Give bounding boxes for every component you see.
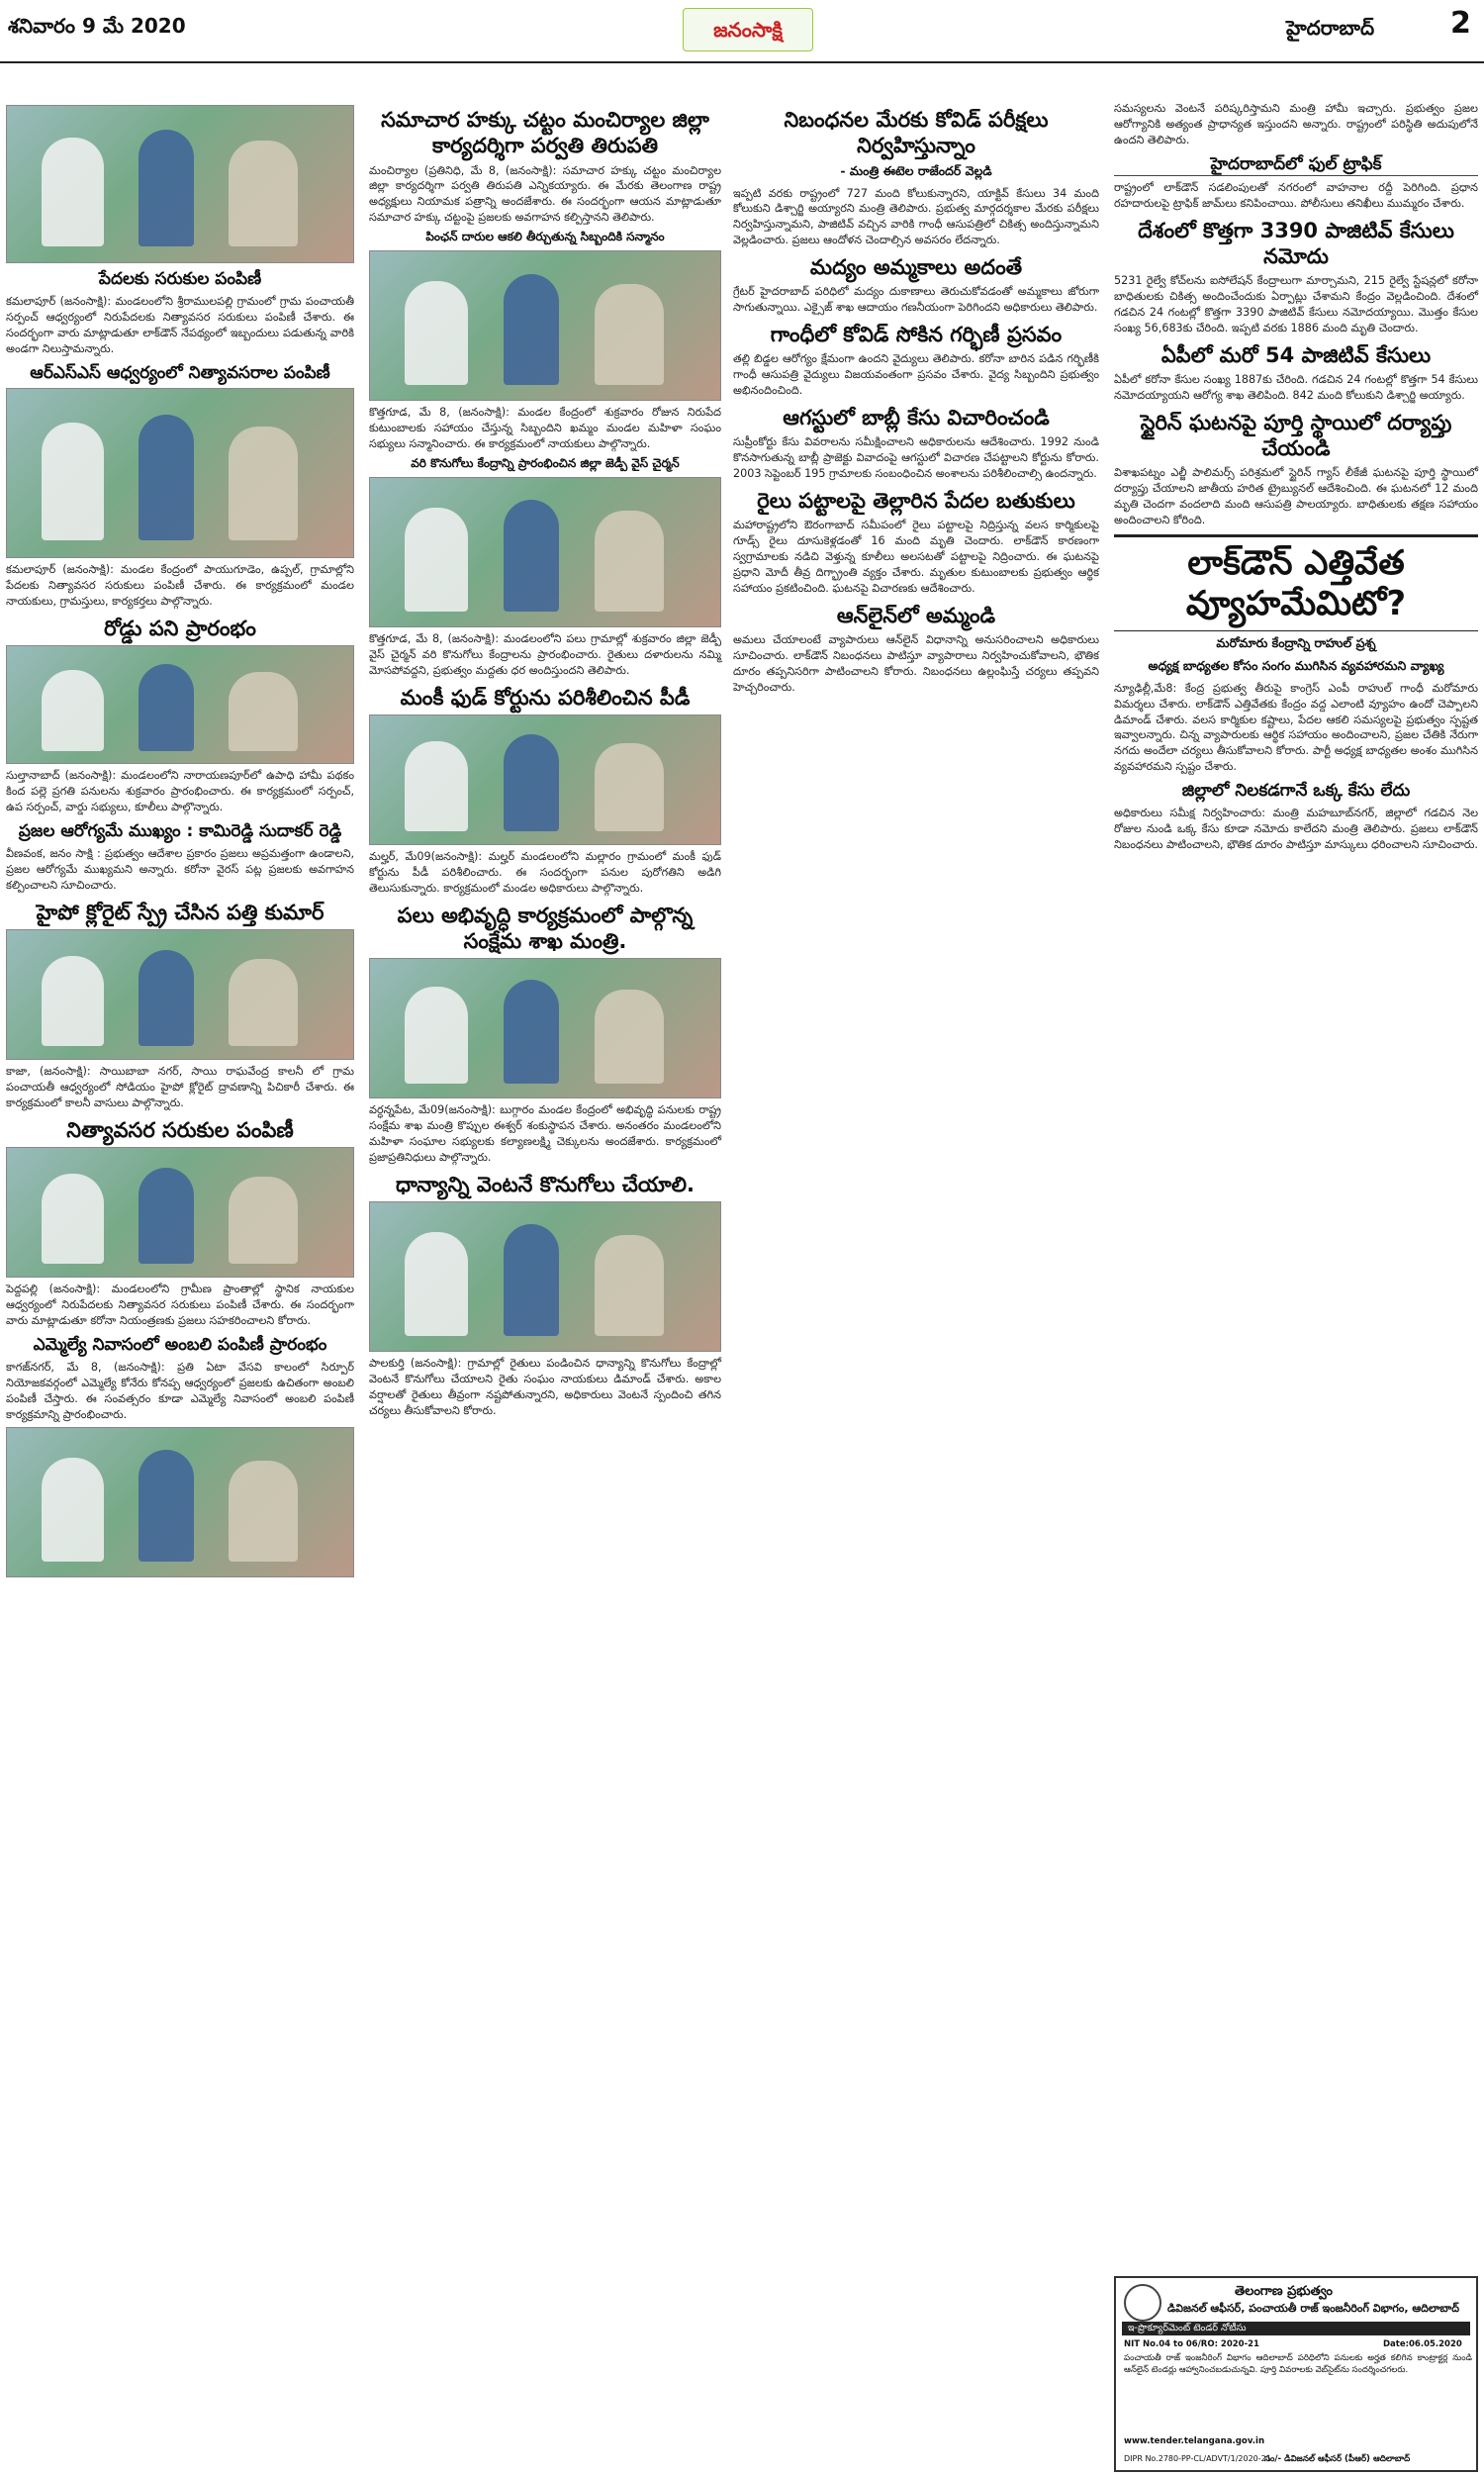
article-body: మహారాష్ట్రలోని ఔరంగాబాద్ సమీపంలో రైలు పట్టాలపై నిద్రిస్తున్న వలస కార్మికులపై గూడ్స్ రైలు దూసుకెళ్లడంతో 16 మంది మృతి చెందారు. లాక్‌డౌన్ కారణంగా స్వగ్రామాలకు నడిచి వెళ్తున్న కూలీలు అలసటతో పట్టాలపై నిద్రించారు. ఈ ఘటనపై ప్రధాని మోదీ తీవ్ర దిగ్భ్రాంతి వ్యక్తం చేశారు. మృతుల కుటుంబాలకు ప్రభుత్వం ఆర్థిక సహాయం ప్రకటించింది. ఘటనపై విచారణకు ఆదేశించారు. [733, 519, 1099, 595]
ad-notice-bar: ఇ-ప్రొక్యూర్‌మెంట్ టెండర్ నోటీసు [1122, 2322, 1470, 2335]
photo-caption: పింఛన్ దారుల ఆకలి తీర్చుతున్న సిబ్బందికి సన్మానం [425, 230, 665, 244]
headline: ప్రజల ఆరోగ్యమే ముఖ్యం : కామిరెడ్డి సుదాకర్ రెడ్డి [18, 820, 342, 841]
photo-caption: వరి కొనుగోలు కేంద్రాన్ని ప్రారంభించిన జిల్లా జెడ్పీ వైస్ చైర్మన్ [411, 455, 680, 470]
headline: పలు అభివృద్ధి కార్యక్రమంలో పాల్గొన్న సంక్షేమ శాఖ మంత్రి. [397, 903, 694, 953]
article-body: అమలు చేయాలంటే వ్యాపారులు ఆన్‌లైన్ విధానాన్ని అనుసరించాలని అధికారులు సూచించారు. లాక్‌డౌన్ నిబంధనలు పాటిస్తూ వ్యాపారాలు నిర్వహించుకోవాలని, భౌతిక దూరం తప్పనిసరిగా పాటించాలని కోరారు. నిబంధనలు ఉల్లంఘిస్తే చర్యలు తప్పవని హెచ్చరించారు. [733, 633, 1099, 694]
article-body: 5231 రైల్వే కోచ్‌లను ఐసోలేషన్ కేంద్రాలుగా మార్చామని, 215 రైల్వే స్టేషన్లలో కరోనా బాధితులకు చికిత్స అందించేందుకు ఏర్పాట్లు చేశామని కేంద్రం వెల్లడించింది. దేశంలో గడచిన 24 గంటల్లో కొత్తగా 3390 పాజిటివ్ కేసులు నమోదయ్యాయి. మొత్తం కేసుల సంఖ్య 56,683కు చేరింది. ఇప్పటి వరకు 1886 మంది మృతి చెందారు. [1114, 274, 1478, 334]
headline: స్టైరిన్ ఘటనపై పూర్తి స్థాయిలో దర్యాప్తు చేయండి [1140, 410, 1452, 461]
article-body: విశాఖపట్నం ఎల్జీ పాలిమర్స్ పరిశ్రమలో స్టైరిన్ గ్యాస్ లీకేజీ ఘటనపై పూర్తి స్థాయిలో దర్యాప్తు చేయాలని జాతీయ హరిత ట్రైబ్యునల్ ఆదేశించింది. ఈ ఘటనలో 12 మంది మృతి చెందగా వందలాది మంది ఆసుపత్రి పాలయ్యారు. బాధితులకు తక్షణ సహాయం అందించాలని కోరింది. [1114, 466, 1478, 527]
article-body: పాలకుర్తి (జనంసాక్షి): గ్రామాల్లో రైతులు పండించిన ధాన్యాన్ని కొనుగోలు కేంద్రాల్లో వెంటనే కొనుగోలు చేయాలని రైతు సంఘం నాయకులు డిమాండ్ చేశారు. అకాల వర్షాలతో రైతులు తీవ్రంగా నష్టపోతున్నారని, అధికారులు వెంటనే స్పందించి తగిన చర్యలు తీసుకోవాలని కోరారు. [369, 1356, 721, 1417]
headline: జిల్లాలో నిలకడగానే ఒక్క కేసు లేదు [1181, 781, 1411, 802]
masthead [0, 0, 1484, 63]
lead-headline: లాక్‌డౌన్ ఎత్తివేత వ్యూహమేమిటో? [1114, 534, 1478, 631]
article-body: ఇప్పటి వరకు రాష్ట్రంలో 727 మంది కోలుకున్నారని, యాక్టివ్ కేసులు 34 మంది కోలుకుని డిశ్చార్జి అయ్యారని మంత్రి తెలిపారు. ప్రభుత్వ మార్గదర్శకాల మేరకు పరీక్షలు నిర్వహిస్తున్నామని, పాజిటివ్ వచ్చిన వారికి గాంధీ ఆసుపత్రిలో చికిత్స అందిస్తున్నామని వెల్లడించారు. ప్రజలు ఆందోళన చెందాల్సిన అవసరం లేదన్నారు. [733, 186, 1099, 247]
newspaper-logo: జనంసాక్షి [683, 8, 813, 51]
ad-text: పంచాయతీ రాజ్ ఇంజనీరింగ్ విభాగం ఆదిలాబాద్ పరిధిలోని పనులకు అర్హత కలిగిన కాంట్రాక్టర్ల నుండి ఆన్‌లైన్ టెండర్లు ఆహ్వానించబడుచున్నవి. పూర్తి వివరాలకు వెబ్‌సైట్‌ను సందర్శించగలరు. [1124, 2353, 1472, 2375]
ad-signature: సం/- డివిజనల్ ఆఫీసర్ (పీఆర్) ఆదిలాబాద్ [1264, 2454, 1411, 2464]
news-photo [6, 105, 354, 263]
headline: ఎమ్మెల్యే నివాసంలో అంబలి పంపిణీ ప్రారంభం [33, 1334, 327, 1355]
column-2 [369, 101, 721, 1423]
news-photo [369, 958, 721, 1098]
headline: సమాచార హక్కు చట్టం మంచిర్యాల జిల్లా కార్యదర్శిగా పర్వతి తిరుపతి [381, 108, 709, 158]
ad-date: Date:06.05.2020 [1383, 2339, 1462, 2349]
news-photo [6, 645, 354, 764]
news-photo [369, 477, 721, 627]
article-body: న్యూఢిల్లీ,మే8: కేంద్ర ప్రభుత్వ తీరుపై కాంగ్రెస్ ఎంపీ రాహుల్ గాంధీ మరోమారు విమర్శలు చేశారు. లాక్‌డౌన్ ఎత్తివేతకు కేంద్రం వద్ద ఎలాంటి వ్యూహం ఉందో చెప్పాలని డిమాండ్ చేశారు. వలస కార్మికుల కష్టాలు, పేదల ఆకలి సమస్యలపై ప్రభుత్వం స్పష్టత ఇవ్వాలన్నారు. చిన్న వ్యాపారులకు ఆర్థిక సహాయం అందించాలని, ప్రజల చేతికి నేరుగా నగదు అందేలా చర్యలు తీసుకోవాలని కోరారు. పార్టీ అధ్యక్ష బాధ్యతల అంశం ముగిసిన వ్యవహారమని స్పష్టం చేశారు. [1114, 681, 1478, 774]
headline: పేదలకు సరుకుల పంపిణీ [98, 269, 262, 289]
ad-nit-number: NIT No.04 to 06/RO: 2020-21 [1124, 2339, 1259, 2349]
news-photo [369, 250, 721, 401]
article-body: కమలాపూర్ (జనంసాక్షి): మండలంలోని శ్రీరాములపల్లి గ్రామంలో గ్రామ పంచాయతీ సర్పంచ్ ఆధ్వర్యంలో నిరుపేదలకు నిత్యావసర సరుకులు పంపిణీ చేశారు. ఈ సందర్భంగా వారు మాట్లాడుతూ లాక్‌డౌన్ నేపథ్యంలో ఇబ్బందులు పడుతున్న వారికి అండగా నిలుస్తామన్నారు. [6, 295, 354, 355]
article-body: కాజా, (జనంసాక్షి): సాయిబాబా నగర్, సాయి రాఘవేంద్ర కాలనీ లో గ్రామ పంచాయతీ ఆధ్వర్యంలో సోడియం హైపో క్లోరైట్ ద్రావణాన్ని పిచికారీ చేశారు. ఈ కార్యక్రమంలో కాలనీ వాసులు పాల్గొన్నారు. [6, 1065, 354, 1109]
news-photo [6, 1427, 354, 1577]
article-body: ఏపీలో కరోనా కేసుల సంఖ్య 1887కు చేరింది. గడచిన 24 గంటల్లో కొత్తగా 54 కేసులు నమోదయ్యాయని ఆరోగ్య శాఖ తెలిపింది. 842 మంది కోలుకుని డిశ్చార్జి అయ్యారు. [1114, 373, 1478, 403]
article-body: కమలాపూర్ (జనంసాక్షి): మండల కేంద్రంలో పాయుగూడెం, ఉప్పల్, గ్రామాల్లోని పేదలకు నిత్యావసర సరుకులు పంపిణీ చేశారు. ఈ కార్యక్రమంలో మండల నాయకులు, గ్రామస్తులు, కార్యకర్తలు పాల్గొన్నారు. [6, 563, 354, 608]
article-body: మల్హర్, మే09(జనంసాక్షి): మల్హర్ మండలంలోని మల్లారం గ్రామంలో మంకీ ఫుడ్ కోర్టును పీడీ పరిశీలించారు. ఈ సందర్భంగా పనుల పురోగతిని అడిగి తెలుసుకున్నారు. కార్యక్రమంలో మండల అధికారులు పాల్గొన్నారు. [369, 849, 721, 895]
article-body: తల్లి బిడ్డల ఆరోగ్యం క్షేమంగా ఉందని వైద్యులు తెలిపారు. కరోనా బారిన పడిన గర్భిణీకి గాంధీ ఆసుపత్రి వైద్యులు విజయవంతంగా ప్రసవం చేశారు. వైద్య సిబ్బందిని ప్రభుత్వం అభినందించింది. [733, 352, 1099, 398]
tender-advertisement [1114, 2276, 1478, 2472]
headline: నిత్యావసర సరుకుల పంపిణీ [66, 1117, 294, 1142]
article-body: సుల్తానాబాద్ (జనంసాక్షి): మండలంలోని నారాయణపూర్‌లో ఉపాధి హామీ పథకం కింద పల్లె ప్రగతి పనులను శుక్రవారం ప్రారంభించారు. ఈ కార్యక్రమంలో సర్పంచ్, ఉప సర్పంచ్, వార్డు సభ్యులు, కూలీలు పాల్గొన్నారు. [6, 769, 354, 813]
headline: ఆగస్టులో బాబ్లీ కేసు విచారించండి [783, 406, 1050, 430]
headline: ఆర్‌ఎస్‌ఎస్ ఆధ్వర్యంలో నిత్యావసరాల పంపిణీ [30, 362, 330, 383]
news-photo [369, 1201, 721, 1352]
column-4 [1114, 101, 1478, 857]
byline: మరోమారు కేంద్రాన్ని రాహుల్ ప్రశ్న [1216, 634, 1376, 650]
ad-title: తెలంగాణ ప్రభుత్వం [1235, 2284, 1333, 2299]
headline: ఆన్‌లైన్‌లో అమ్మండి [836, 603, 996, 627]
headline: ఏపీలో మరో 54 పాజిటివ్ కేసులు [1160, 342, 1432, 367]
column-1 [6, 101, 354, 1581]
ad-url[interactable]: www.tender.telangana.gov.in [1124, 2436, 1265, 2446]
ad-dipr: DIPR No.2780-PP-CL/ADVT/1/2020-21 [1124, 2454, 1271, 2463]
government-seal-icon [1124, 2284, 1161, 2322]
article-body: వర్ధన్నపేట, మే09(జనంసాక్షి): బుగ్గారం మండల కేంద్రంలో అభివృద్ధి పనులకు రాష్ట్ర సంక్షేమ శాఖ మంత్రి కొప్పుల ఈశ్వర్ శంకుస్థాపన చేశారు. అనంతరం మండలంలోని మహిళా సంఘాల సభ్యులకు కల్యాణలక్ష్మి చెక్కులను అందజేశారు. కార్యక్రమంలో ప్రజాప్రతినిధులు పాల్గొన్నారు. [369, 1103, 721, 1164]
article-body: మంచిర్యాల (ప్రతినిధి, మే 8, (జనంసాక్షి): సమాచార హక్కు చట్టం మంచిర్యాల జిల్లా కార్యదర్శిగా పర్వతి తిరుపతి ఎన్నికయ్యారు. ఈ మేరకు తెలంగాణ రాష్ట్ర అధ్యక్షులు నియామక పత్రాన్ని అందజేశారు. ఈ సందర్భంగా ఆయన మాట్లాడుతూ సమాచార హక్కు చట్టంపై ప్రజలకు అవగాహన కల్పిస్తానని తెలిపారు. [369, 163, 721, 225]
headline: హైదరాబాద్‌లో ఫుల్ ట్రాఫిక్ [1114, 154, 1478, 176]
headline: ధాన్యాన్ని వెంటనే కొనుగోలు చేయాలి. [396, 1172, 695, 1196]
news-photo [6, 1147, 354, 1278]
article-body: సమస్యలను వెంటనే పరిష్కరిస్తామని మంత్రి హామీ ఇచ్చారు. ప్రభుత్వం ప్రజల ఆరోగ్యానికి అత్యంత ప్రాధాన్యత ఇస్తుందని అన్నారు. రాష్ట్రంలో పరిస్థితి అదుపులోనే ఉందని తెలిపారు. [1114, 102, 1478, 146]
article-body: గ్రేటర్ హైదరాబాద్ పరిధిలో మద్యం దుకాణాలు తెరుచుకోవడంతో అమ్మకాలు జోరుగా సాగుతున్నాయి. ఎక్సైజ్ శాఖ ఆదాయం గణనీయంగా పెరిగిందని అధికారులు తెలిపారు. [733, 285, 1099, 315]
article-body: కాగజ్‌నగర్, మే 8, (జనంసాక్షి): ప్రతి ఏటా వేసవి కాలంలో సిర్పూర్ నియోజకవర్గంలో ఎమ్మెల్యే కోనేరు కోనప్ప ఆధ్వర్యంలో ప్రజలకు ఉచితంగా అంబలి పంపిణీ చేస్తారు. ఈ సంవత్సరం కూడా ఎమ్మెల్యే నివాసంలో అంబలి పంపిణీ కార్యక్రమాన్ని ప్రారంభించారు. [6, 1360, 354, 1421]
sub-headline: అధ్యక్ష బాధ్యతల కోసం సంగం ముగిసిన వ్యవహారమని వ్యాఖ్య [1148, 657, 1444, 673]
issue-date: శనివారం 9 మే 2020 [8, 14, 186, 38]
article-body: కొత్తగూడ, మే 8, (జనంసాక్షి): మండల కేంద్రంలో శుక్రవారం రోజున నిరుపేద కుటుంబాలకు సహాయం చేస్తున్న సిబ్బందిని ఖమ్మం మండల మహిళా సంఘం సభ్యులు సన్మానించారు. ఈ కార్యక్రమంలో నాయకులు పాల్గొన్నారు. [369, 406, 721, 450]
headline: రోడ్డు పని ప్రారంభం [104, 616, 256, 640]
article-body: అధికారులు సమీక్ష నిర్వహించారు: మంత్రి మహబూబ్‌నగర్, జిల్లాలో గడచిన నెల రోజుల నుండి ఒక్క కేసు కూడా నమోదు కాలేదని మంత్రి తెలిపారు. ప్రజలు లాక్‌డౌన్ నిబంధనలు పాటించాలని, భౌతిక దూరం పాటిస్తూ మాస్కులు ధరించాలని సూచించారు. [1114, 807, 1478, 852]
article-body: పెద్దపల్లి (జనంసాక్షి): మండలంలోని గ్రామీణ ప్రాంతాల్లో స్థానిక నాయకుల ఆధ్వర్యంలో నిరుపేదలకు నిత్యావసర సరుకులు పంపిణీ చేశారు. ఈ సందర్భంగా వారు మాట్లాడుతూ కరోనా నియంత్రణకు ప్రజలు సహకరించాలని కోరారు. [6, 1283, 354, 1327]
headline: హైపో క్లోరైట్ స్ప్రే చేసిన పత్తి కుమార్ [36, 900, 325, 924]
page-number: 2 [1450, 6, 1471, 41]
news-photo [6, 388, 354, 558]
headline: దేశంలో కొత్తగా 3390 పాజిటివ్ కేసులు నమోదు [1138, 218, 1454, 269]
article-body: వీణవంక, జనం సాక్షి : ప్రభుత్వం ఆదేశాల ప్రకారం ప్రజలు అప్రమత్తంగా ఉండాలని, ప్రజల ఆరోగ్యమే ముఖ్యమని అన్నారు. కరోనా వైరస్ పట్ల ప్రజలకు అవగాహన కల్పించాలని సూచించారు. [6, 847, 354, 892]
headline: రైలు పట్టాలపై తెల్లారిన పేదల బతుకులు [757, 489, 1075, 514]
ad-subtitle: డివిజనల్ ఆఫీసర్, పంచాయతీ రాజ్ ఇంజనీరింగ్ విభాగం, ఆదిలాబాద్ [1167, 2302, 1459, 2315]
headline: గాంధీలో కోవిడ్ సోకిన గర్భిణీ ప్రసవం [770, 323, 1063, 347]
headline: మంకీ ఫుడ్ కోర్టును పరిశీలించిన పీడీ [400, 685, 691, 710]
byline: - మంత్రి ఈటెల రాజేందర్ వెల్లడి [840, 162, 992, 178]
article-body: రాష్ట్రంలో లాక్‌డౌన్ సడలింపులతో నగరంలో వాహనాల రద్దీ పెరిగింది. ప్రధాన రహదారులపై ట్రాఫిక్ జామ్‌లు కనిపించాయి. పోలీసులు తనిఖీలు ముమ్మరం చేశారు. [1114, 180, 1478, 210]
news-photo [369, 714, 721, 845]
edition-city: హైదరాబాద్ [1286, 16, 1375, 40]
article-body: సుప్రీంకోర్టు కేసు వివరాలను సమీక్షించాలని అధికారులను ఆదేశించారు. 1992 నుండి కొనసాగుతున్న బాబ్లీ ప్రాజెక్టు వివాదంపై ఆగస్టులో విచారణ చేపట్టాలని కోర్టును కోరారు. 2003 సెప్టెంబర్ 195 గ్రామాలకు సంబంధించిన అంశాలను పరిశీలించాల్సి ఉందన్నారు. [733, 435, 1099, 481]
column-3 [733, 101, 1099, 700]
headline: నిబంధనల మేరకు కోవిడ్ పరీక్షలు నిర్వహిస్తున్నాం [784, 108, 1049, 158]
headline: మద్యం అమ్మకాలు అదంతే [809, 255, 1023, 280]
news-photo [6, 929, 354, 1060]
article-body: కొత్తగూడ, మే 8, (జనంసాక్షి): మండలంలోని పలు గ్రామాల్లో శుక్రవారం జిల్లా జెడ్పీ వైస్ చైర్మన్ వరి కొనుగోలు కేంద్రాలను ప్రారంభించారు. రైతులు దళారులను నమ్మి మోసపోవద్దని, ప్రభుత్వం మద్దతు ధర అందిస్తుందని తెలిపారు. [369, 631, 721, 677]
